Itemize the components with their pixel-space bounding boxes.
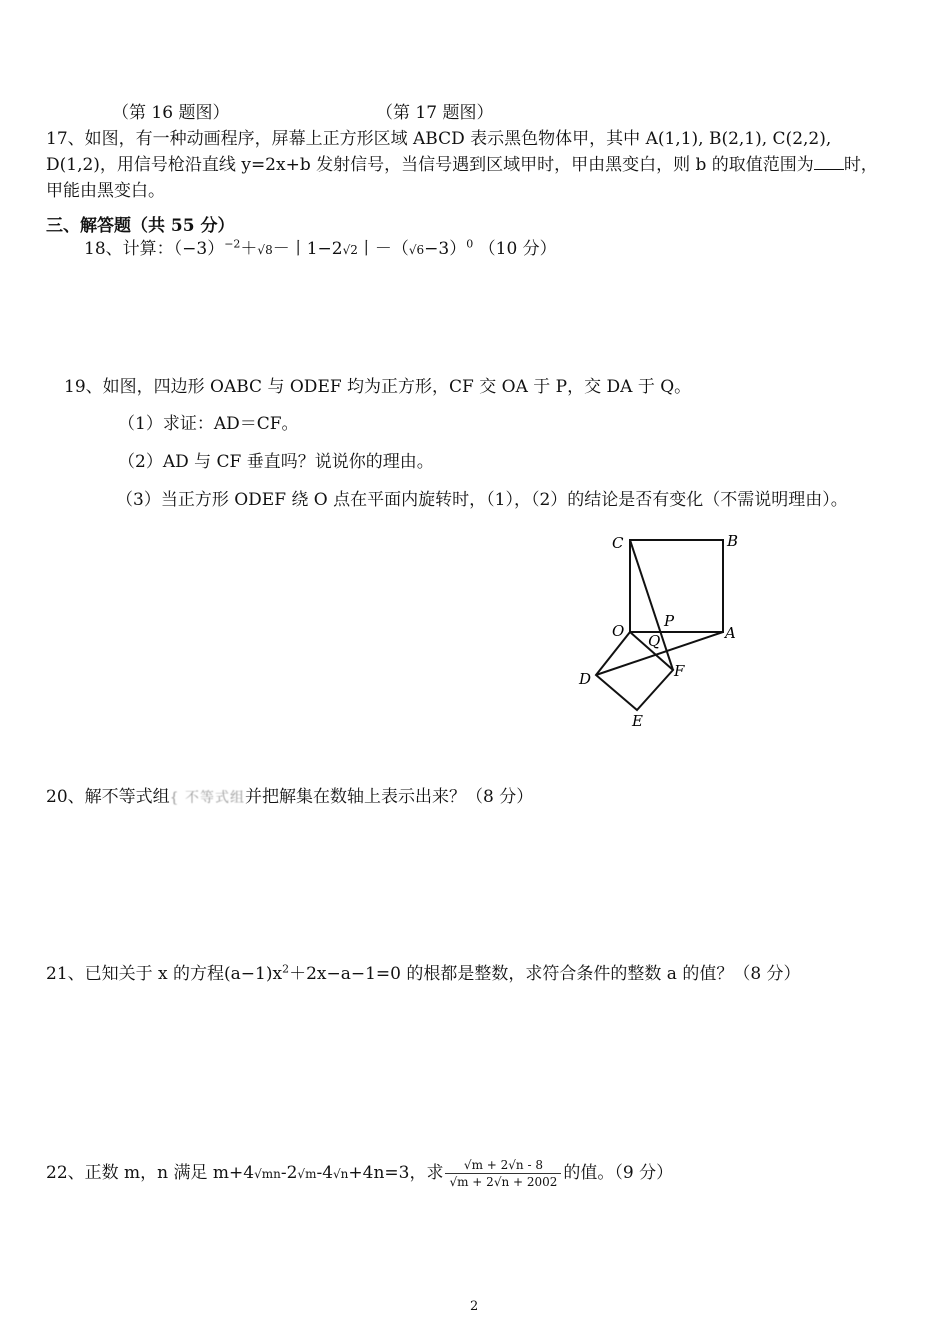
q18-sqrt6: √6	[408, 243, 425, 257]
label-e: E	[632, 712, 643, 730]
label-p: P	[664, 612, 675, 630]
label-a: A	[725, 624, 736, 642]
q18-score: （10 分）	[478, 239, 557, 259]
q21-line	[46, 961, 801, 987]
page-number: 2	[470, 1299, 479, 1314]
q22-sqrt-m: √m	[297, 1167, 317, 1181]
caption-fig16: （第 16 题图）	[112, 103, 230, 123]
q22-line	[46, 1157, 673, 1190]
q22-sqrt-mn: √mn	[254, 1167, 281, 1181]
label-d: D	[579, 670, 592, 688]
q22-fraction-numerator: √m + 2√n - 8	[445, 1157, 561, 1174]
label-f: F	[674, 662, 685, 680]
q18-exponent: −2	[224, 237, 241, 251]
q22-prefix: 22、正数 m，n 满足 m+4	[46, 1163, 255, 1183]
answer-blank	[814, 152, 844, 170]
q20-prefix: 20、解不等式组	[46, 787, 170, 807]
label-c: C	[612, 534, 624, 552]
label-b: B	[727, 532, 739, 550]
q21-exponent: 2	[282, 962, 290, 976]
label-o: O	[612, 622, 625, 640]
q18-prefix: 18、计算：（−3）	[84, 239, 225, 259]
section-title: 三、解答题（共 55 分）	[46, 216, 235, 236]
q18-expression	[84, 236, 557, 263]
q21-prefix: 21、已知关于 x 的方程(a−1)x	[46, 964, 283, 984]
q22-mid2: -4	[316, 1163, 334, 1183]
q17-line2-tail: 时，	[843, 155, 878, 175]
q22-fraction-denominator: √m + 2√n + 2002	[449, 1175, 558, 1189]
q22-mid1: -2	[280, 1163, 298, 1183]
caption-fig17: （第 17 题图）	[376, 103, 494, 123]
q19-figure	[560, 525, 760, 735]
q17-line2-text: D(1,2)，用信号枪沿直线 y=2x+b 发射信号，当信号遇到区域甲时，甲由黑变白，则 b 的取值范围为	[46, 155, 814, 175]
q22-sqrt-n: √n	[333, 1167, 349, 1181]
q18-sqrt2: √2	[342, 243, 358, 257]
q18-abs-close: 丨－（	[357, 239, 409, 259]
q17-line2	[46, 152, 878, 178]
q18-sqrt8: √8	[257, 243, 273, 257]
q18-plus: ＋	[240, 239, 258, 259]
q18-minus3: −3）	[424, 239, 467, 259]
q19-part3: （3）当正方形 ODEF 绕 O 点在平面内旋转时，（1），（2）的结论是否有变化（不需说明理由）。	[116, 490, 848, 510]
q22-mid3: +4n=3，求	[348, 1163, 444, 1183]
q18-exponent-zero: 0	[466, 237, 474, 251]
q21-suffix: ＋2x−a−1=0 的根都是整数，求符合条件的整数 a 的值？（8 分）	[289, 964, 801, 984]
q20-line	[46, 784, 533, 811]
q17-line3: 甲能由黑变白。	[46, 181, 165, 201]
q19-part2: （2）AD 与 CF 垂直吗？说说你的理由。	[118, 452, 434, 472]
square-oabc	[630, 540, 723, 632]
label-q: Q	[648, 632, 661, 650]
q19-stem: 19、如图，四边形 OABC 与 ODEF 均为正方形，CF 交 OA 于 P，交 DA 于 Q。	[64, 377, 692, 397]
q17-line1: 17、如图，有一种动画程序，屏幕上正方形区域 ABCD 表示黑色物体甲，其中 A(1,1), B(2,1), C(2,2),	[46, 129, 832, 149]
q22-suffix: 的值。（9 分）	[563, 1163, 674, 1183]
q18-abs-open: －丨1−2	[272, 239, 343, 259]
inequality-system-image: { 不等式组	[169, 790, 245, 806]
q22-fraction	[445, 1157, 561, 1190]
q20-suffix: 并把解集在数轴上表示出来？（8 分）	[245, 787, 534, 807]
q19-part1: （1）求证：AD＝CF。	[118, 414, 299, 434]
